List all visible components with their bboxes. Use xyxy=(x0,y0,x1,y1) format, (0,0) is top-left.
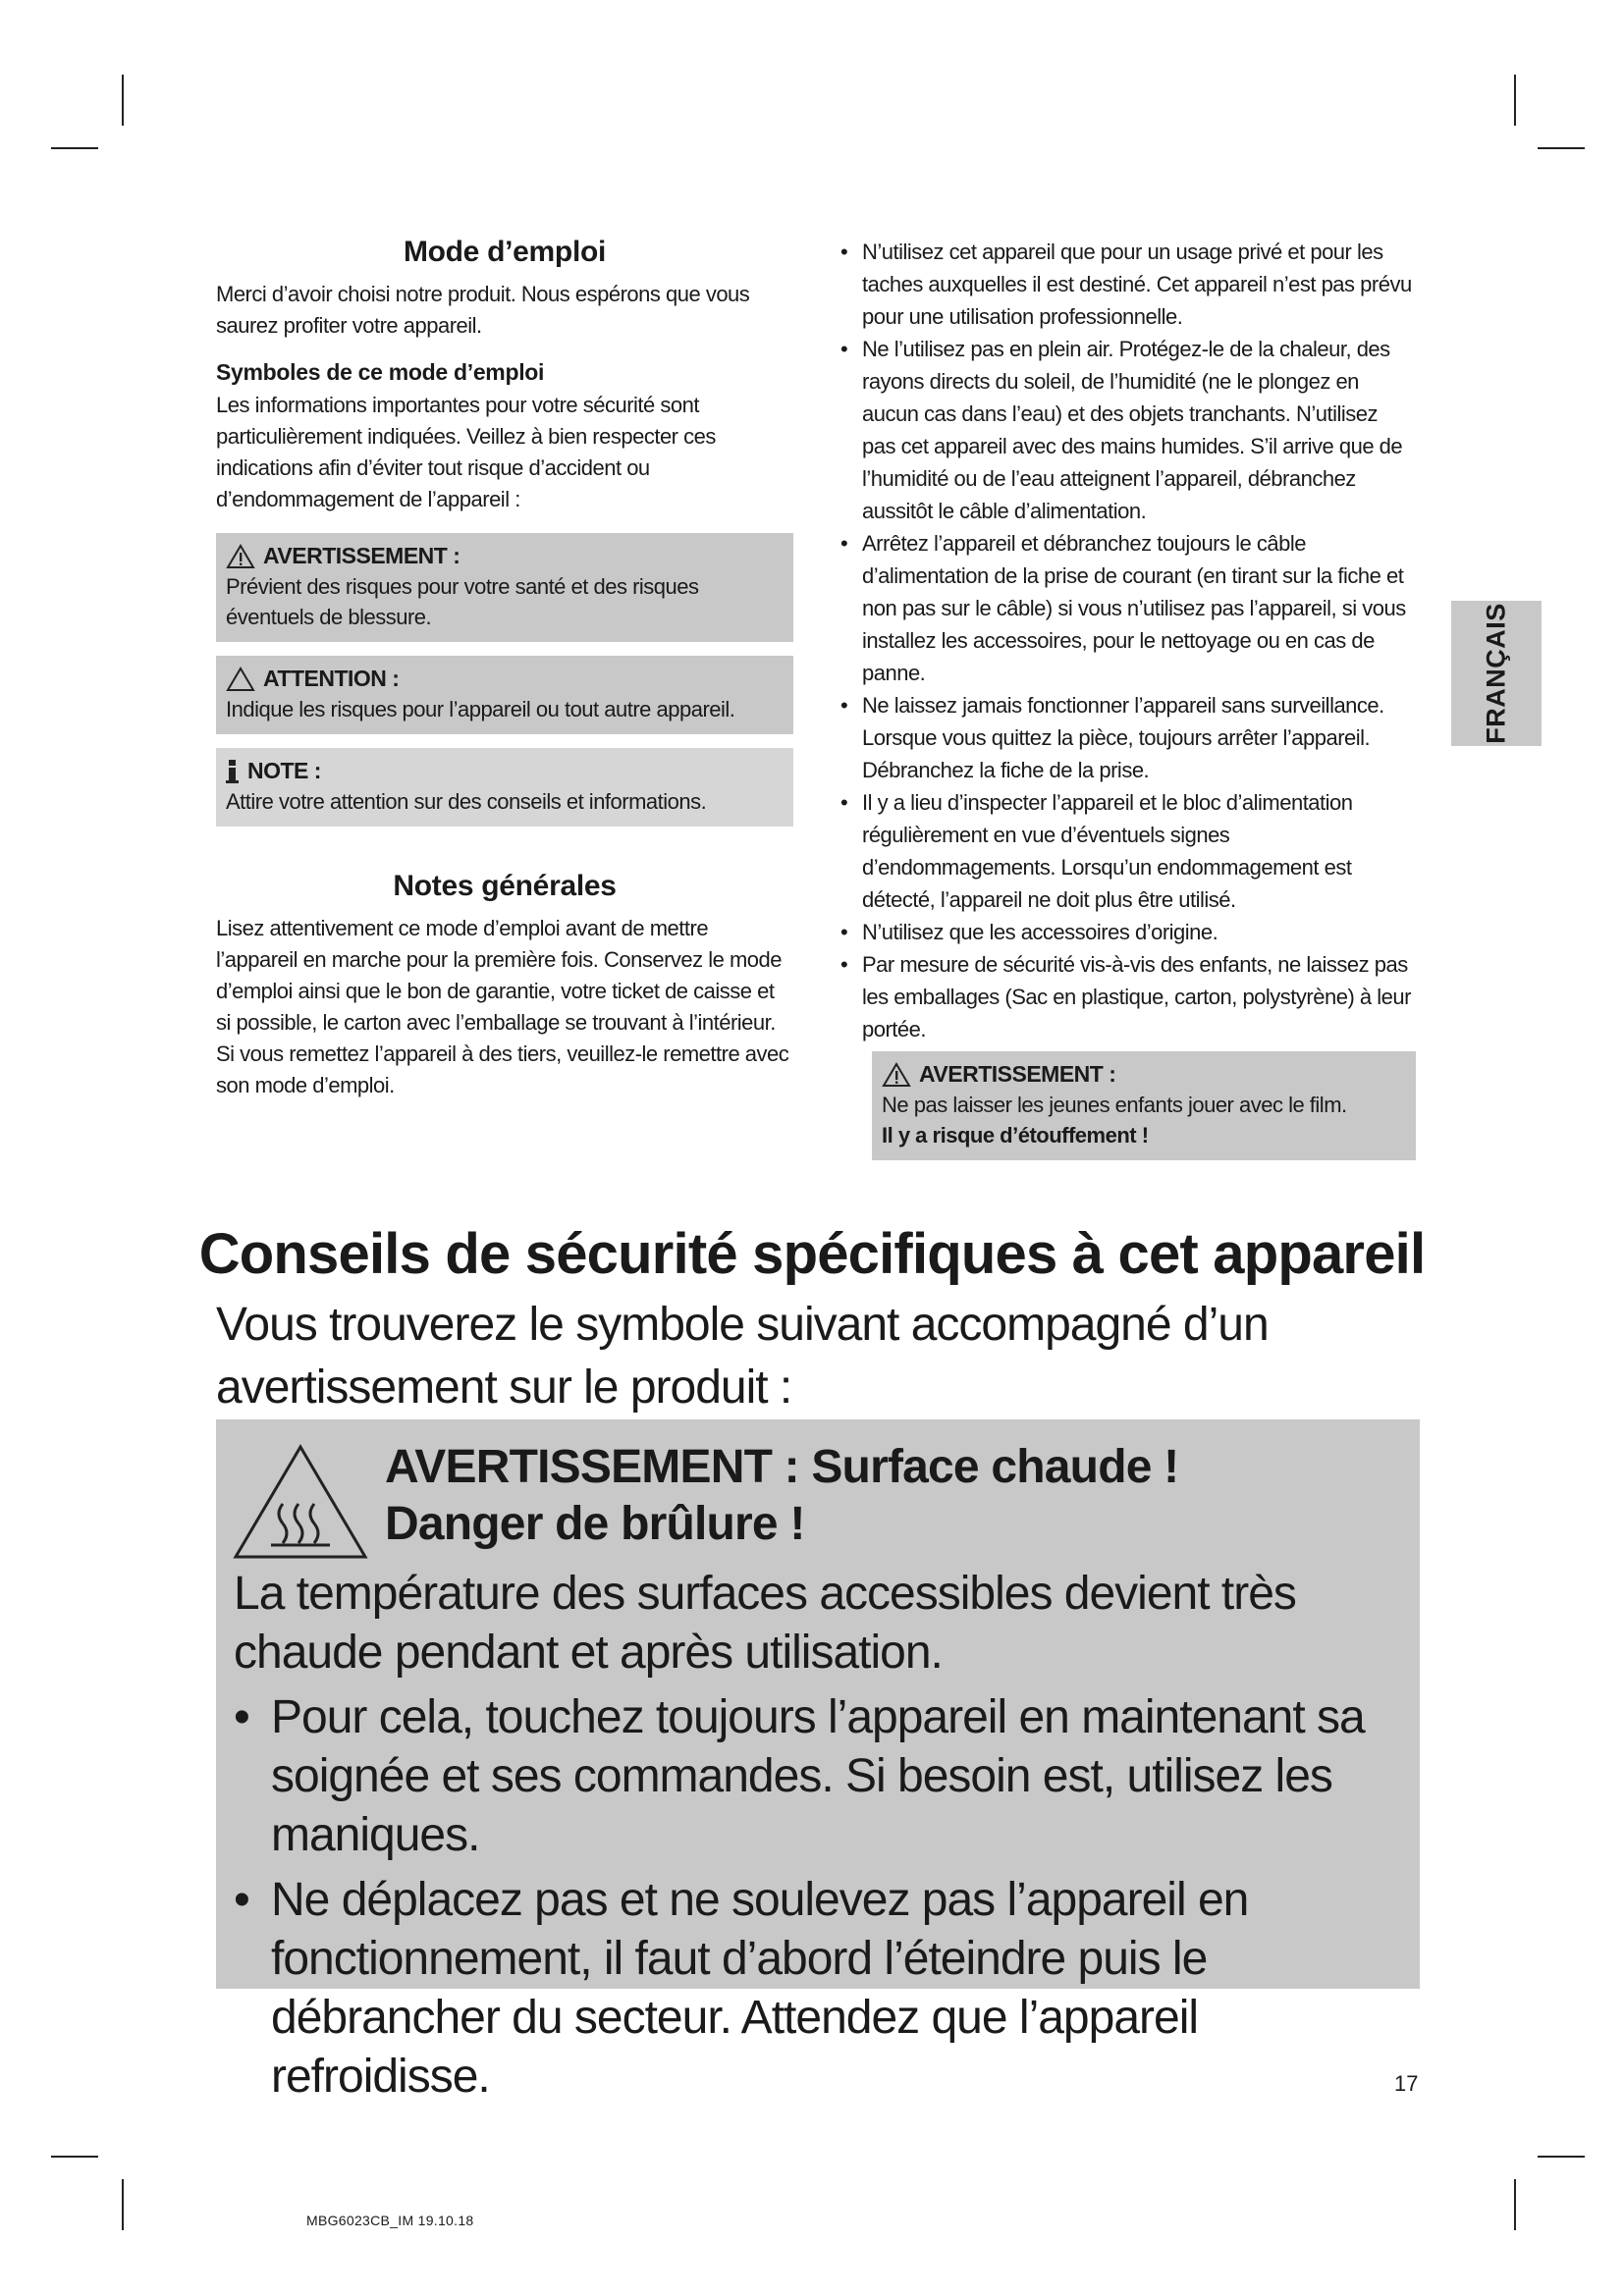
note-box-title: NOTE : xyxy=(247,758,321,783)
symbols-heading: Symboles de ce mode d’emploi xyxy=(216,359,545,385)
left-column xyxy=(216,236,793,1119)
hot-surface-bullet-list xyxy=(234,1688,1404,2107)
suffocation-warning-text: Ne pas laisser les jeunes enfants jouer avec le film. xyxy=(882,1093,1347,1117)
list-item: • N’utilisez que les accessoires d’origine. xyxy=(837,916,1416,948)
crop-mark xyxy=(1538,147,1585,149)
crop-mark xyxy=(51,2156,98,2158)
safety-bullet-list xyxy=(837,236,1416,1045)
right-column xyxy=(837,236,1416,1174)
hot-surface-warning-line1: AVERTISSEMENT : Surface chaude ! xyxy=(385,1441,1179,1493)
general-notes-heading: Notes générales xyxy=(393,870,617,902)
footer-reference: MBG6023CB_IM 19.10.18 xyxy=(306,2213,474,2228)
list-item: • Arrêtez l’appareil et débranchez toujours le câble d’alimentation de la prise de courant (en tirant sur la fiche et non pas sur le câble) si vous n’utilisez pas l’appareil, si vous installez les accessoires, pour le nettoyage ou en cas de panne. xyxy=(837,527,1416,689)
symbols-text: Les informations importantes pour votre sécurité sont particulièrement indiquées. Veillez à bien respecter ces indications afin d’éviter tout risque d’accident ou d’endommagement de l’appareil : xyxy=(216,393,716,511)
intro-text: Merci d’avoir choisi notre produit. Nous espérons que vous saurez profiter votre appareil. xyxy=(216,282,750,338)
attention-box xyxy=(216,656,793,734)
crop-mark xyxy=(122,75,124,126)
mode-emploi-heading: Mode d’emploi xyxy=(403,236,607,268)
note-box xyxy=(216,748,793,827)
warning-box xyxy=(216,533,793,642)
suffocation-warning-bold-text: Il y a risque d’étouffement ! xyxy=(882,1123,1149,1148)
crop-mark xyxy=(1538,2156,1585,2158)
info-icon xyxy=(226,759,240,784)
warning-triangle-icon xyxy=(882,1062,911,1088)
list-item: • Ne déplacez pas et ne soulevez pas l’appareil en fonctionnement, il faut d’abord l’éteindre puis le débrancher du secteur. Attendez que l’appareil refroidisse. xyxy=(234,1871,1404,2107)
language-label: FRANÇAIS xyxy=(1481,603,1511,744)
list-item: • Par mesure de sécurité vis-à-vis des enfants, ne laissez pas les emballages (Sac en plastique, carton, polystyrène) à leur portée. xyxy=(837,948,1416,1045)
hot-surface-warning-body xyxy=(234,1565,1404,2107)
list-item: • Il y a lieu d’inspecter l’appareil et le bloc d’alimentation régulièrement en vue d’éventuels signes d’endommagements. Lorsqu’un endommagement est détecté, l’appareil ne doit plus être utilisé. xyxy=(837,786,1416,916)
safety-title: Conseils de sécurité spécifiques à cet appareil xyxy=(198,1222,1426,1286)
note-box-text: Attire votre attention sur des conseils et informations. xyxy=(226,789,707,814)
crop-mark xyxy=(1514,75,1516,126)
general-notes-text: Lisez attentivement ce mode d’emploi avant de mettre l’appareil en marche pour la première fois. Conservez le mode d’emploi ainsi que le bon de garantie, votre ticket de caisse et si possible, le carton avec l’emballage se trouvant à l’intérieur. Si vous remettez l’appareil à des tiers, veuillez-le remettre avec son mode d’emploi. xyxy=(216,916,789,1097)
attention-box-title: ATTENTION : xyxy=(263,666,400,691)
suffocation-warning-box xyxy=(872,1051,1416,1160)
crop-mark xyxy=(1514,2179,1516,2230)
crop-mark xyxy=(122,2179,124,2230)
list-item: • Pour cela, touchez toujours l’appareil en maintenant sa soignée et ses commandes. Si besoin est, utilisez les maniques. xyxy=(234,1688,1404,1865)
safety-subtitle: Vous trouverez le symbole suivant accompagné d’un avertissement sur le produit : xyxy=(216,1299,1269,1414)
attention-box-text: Indique les risques pour l’appareil ou tout autre appareil. xyxy=(226,697,735,721)
warning-box-text: Prévient des risques pour votre santé et des risques éventuels de blessure. xyxy=(226,574,699,629)
list-item: • N’utilisez cet appareil que pour un usage privé et pour les taches auxquelles il est destiné. Cet appareil n’est pas prévu pour une utilisation professionnelle. xyxy=(837,236,1416,333)
hot-surface-warning-text: La température des surfaces accessibles devient très chaude pendant et après utilisation. xyxy=(234,1568,1296,1679)
caution-triangle-icon xyxy=(226,667,255,692)
list-item: • Ne laissez jamais fonctionner l’appareil sans surveillance. Lorsque vous quittez la pièce, toujours arrêter l’appareil. Débranchez la fiche de la prise. xyxy=(837,689,1416,786)
warning-triangle-icon xyxy=(226,544,255,569)
suffocation-warning-title: AVERTISSEMENT : xyxy=(919,1061,1116,1087)
warning-box-title: AVERTISSEMENT : xyxy=(263,543,460,568)
hot-surface-warning-line2: Danger de brûlure ! xyxy=(385,1498,805,1550)
list-item: • Ne l’utilisez pas en plein air. Protégez-le de la chaleur, des rayons directs du soleil, de l’humidité (ne le plongez en aucun cas dans l’eau) et des objets tranchants. N’utilisez pas cet appareil avec des mains humides. S’il arrive que de l’humidité ou de l’eau atteignent l’appareil, débranchez aussitôt le câble d’alimentation. xyxy=(837,333,1416,527)
page-number: 17 xyxy=(1394,2071,1419,2096)
hot-surface-warning-title xyxy=(385,1439,1178,1553)
language-side-tab xyxy=(1451,601,1542,746)
hot-surface-icon xyxy=(232,1443,369,1561)
crop-mark xyxy=(51,147,98,149)
